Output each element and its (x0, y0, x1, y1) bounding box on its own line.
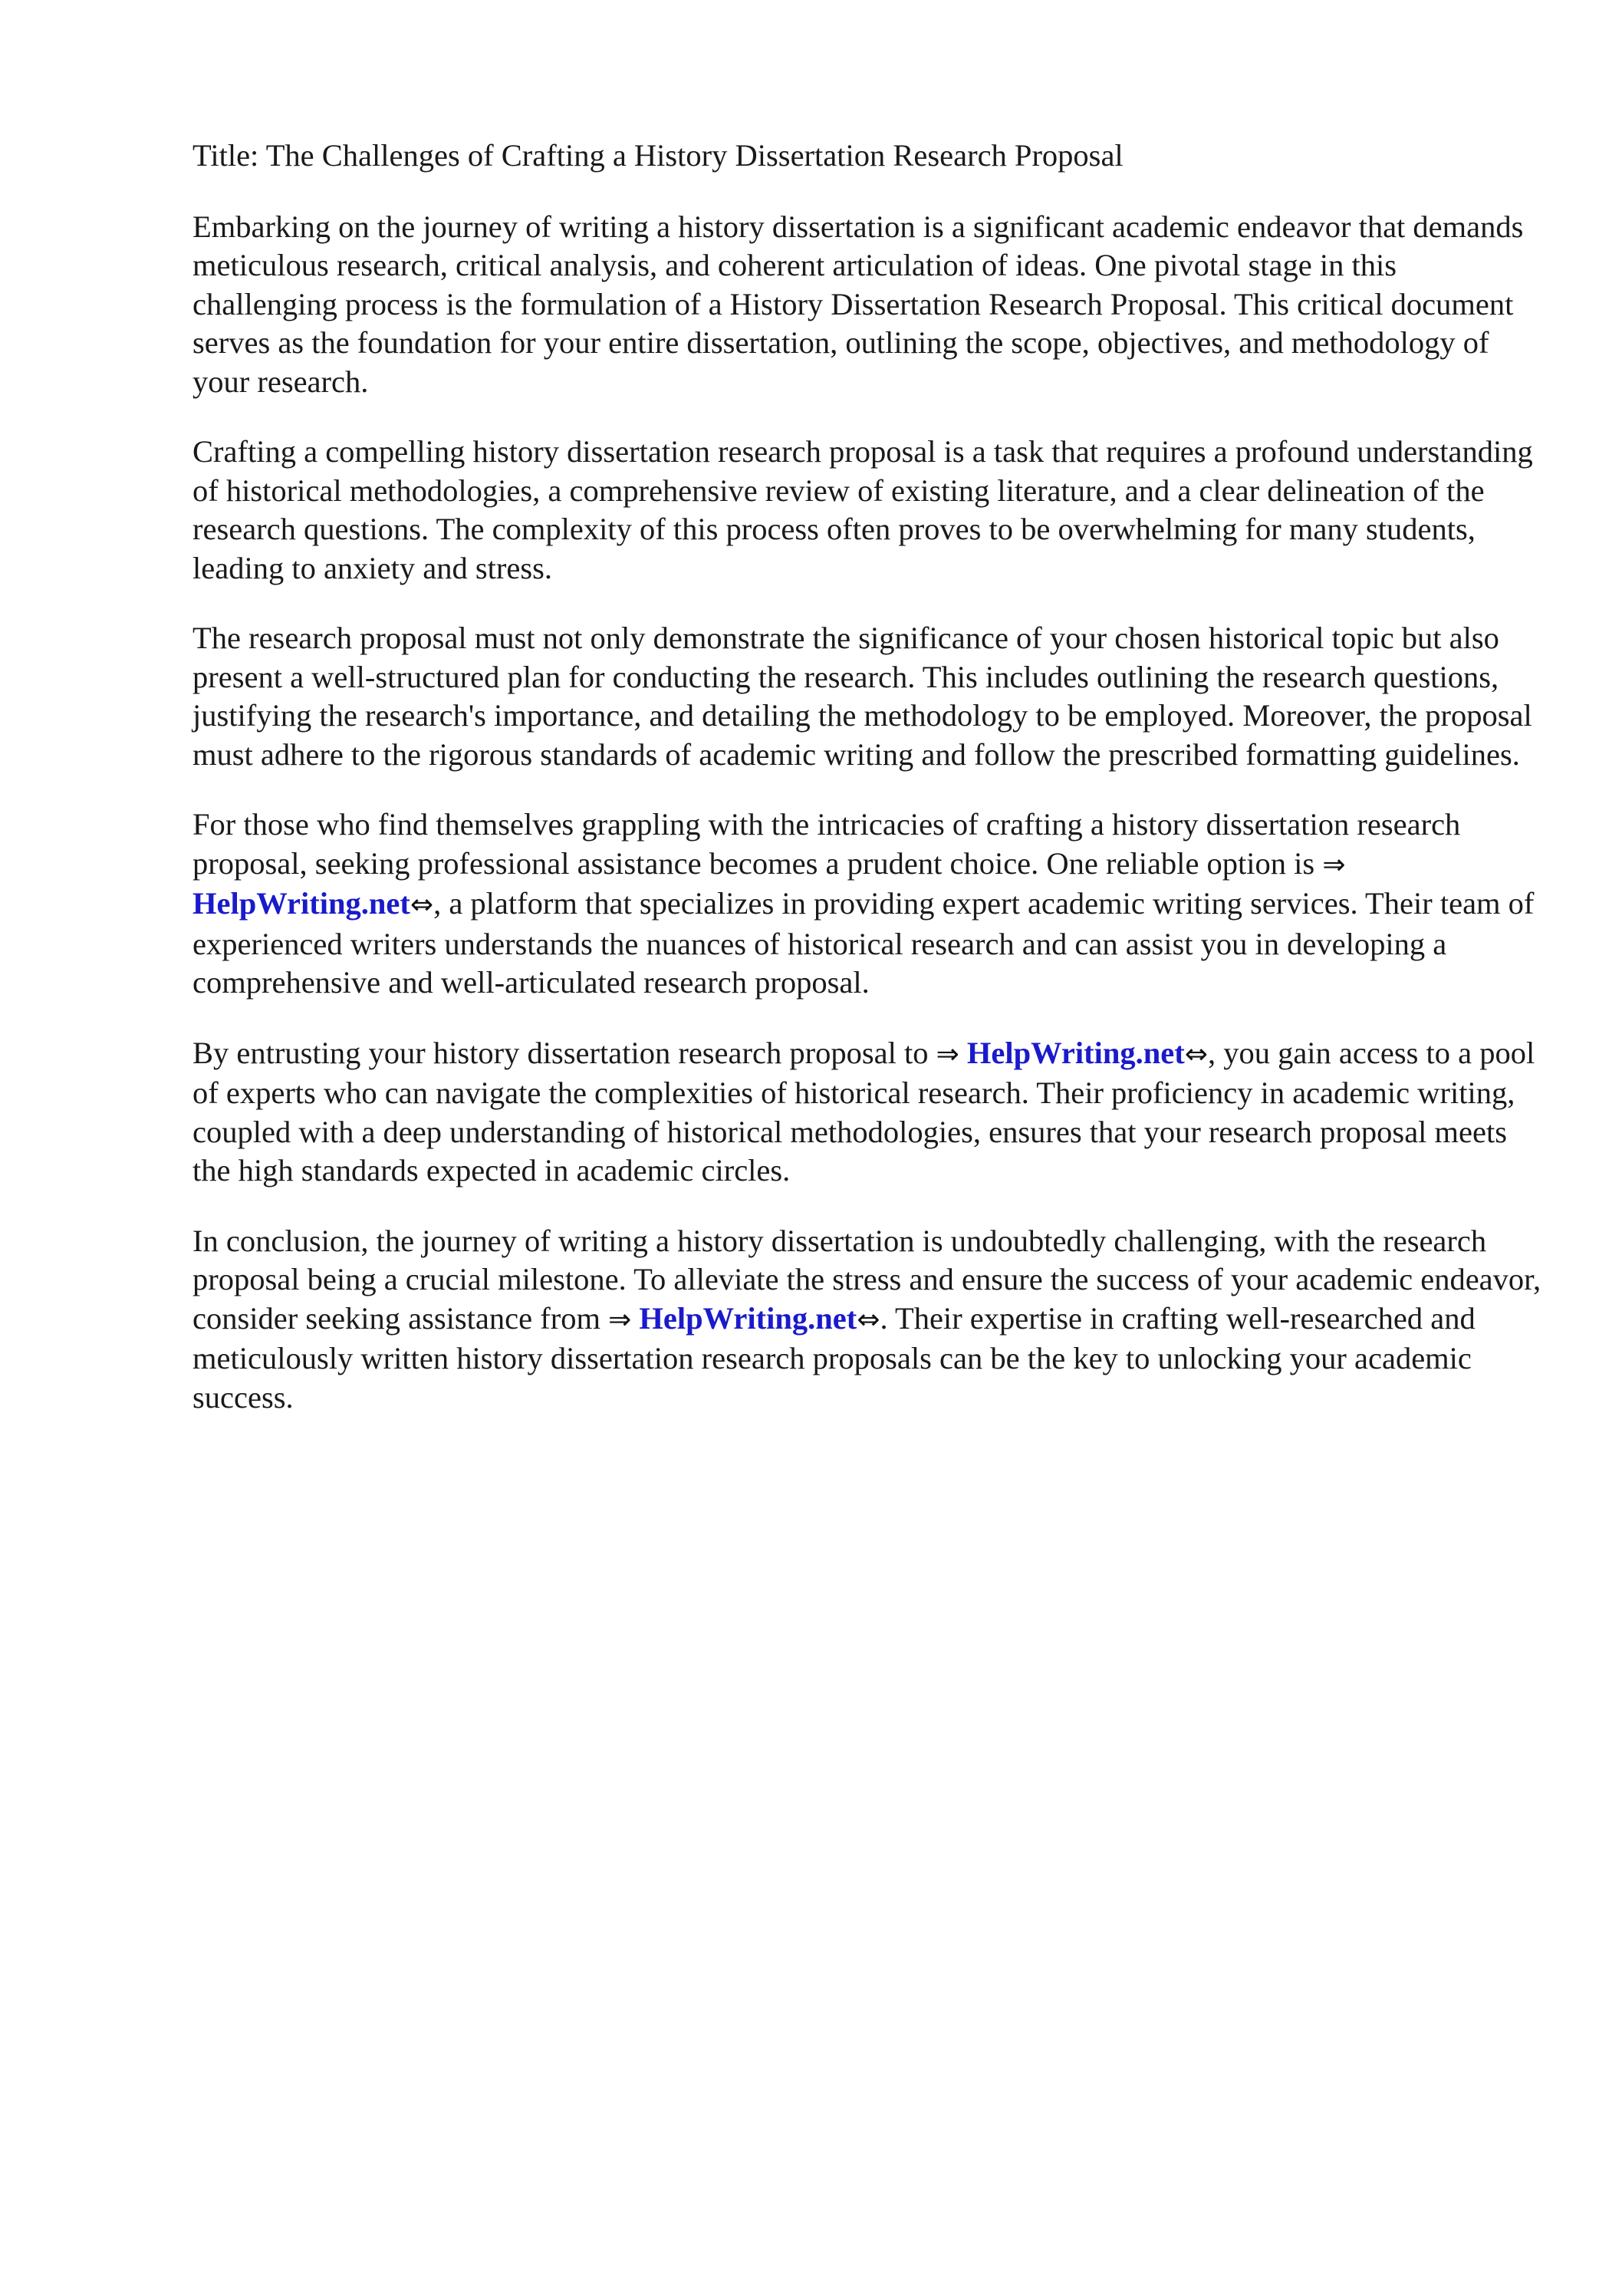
paragraph-5-text-after: , you gain access to a pool of experts who can navigate the complexities of historical research. Their proficiency in academic writing, coupled with a deep understanding of historical methodologies, ensures that your research proposal meets the high standards expected in academic circles. (192, 1035, 1535, 1188)
helpwriting-link[interactable]: HelpWriting.net (639, 1300, 857, 1336)
paragraph-4 (192, 805, 1542, 1003)
paragraph-4-text-before: For those who find themselves grappling with the intricacies of crafting a history dissertation research proposal, seeking professional assistance becomes a prudent choice. One reliable option is (192, 807, 1461, 881)
paragraph-1: Embarking on the journey of writing a history dissertation is a significant academic endeavor that demands meticulous research, critical analysis, and coherent articulation of ideas. One pivotal stage in this challenging process is the formulation of a History Dissertation Research Proposal. This critical document serves as the foundation for your entire dissertation, outlining the scope, objectives, and methodology of your research. (192, 209, 1524, 399)
document-title: Title: The Challenges of Crafting a History Dissertation Research Proposal (192, 138, 1124, 173)
helpwriting-link[interactable]: HelpWriting.net (966, 1035, 1185, 1070)
paragraph-5 (192, 1034, 1542, 1191)
paragraph-2: Crafting a compelling history dissertation research proposal is a task that requires a profound understanding of historical methodologies, a comprehensive review of existing literature, and a clear delineation of the research questions. The complexity of this process often proves to be overwhelming for many students, leading to anxiety and stress. (192, 434, 1533, 585)
paragraph-6-text-before: In conclusion, the journey of writing a history dissertation is undoubtedly challenging, with the research proposal being a crucial milestone. To alleviate the stress and ensure the success of your academic endeavor, consider seeking assistance from (192, 1223, 1541, 1336)
right-double-arrow-icon: ⇒ (936, 1038, 959, 1070)
right-double-arrow-icon: ⇒ (1322, 848, 1346, 881)
paragraph-6-text-after: . Their expertise in crafting well-researched and meticulously written history dissertation research proposals can be the key to unlocking your academic success. (192, 1300, 1476, 1415)
left-right-double-arrow-icon: ⇔ (1184, 1038, 1208, 1070)
paragraph-4-text-after: , a platform that specializes in providing expert academic writing services. Their team of experienced writers understands the nuances of historical research and can assist you in developing a comprehensive and well-articulated research proposal. (192, 886, 1535, 1000)
right-double-arrow-icon: ⇒ (608, 1303, 632, 1336)
paragraph-6 (192, 1222, 1542, 1418)
left-right-double-arrow-icon: ⇔ (410, 889, 434, 921)
paragraph-5-text-before: By entrusting your history dissertation research proposal to (192, 1035, 936, 1070)
paragraph-3: The research proposal must not only demonstrate the significance of your chosen historical topic but also present a well-structured plan for conducting the research. This includes outlining the research questions, justifying the research's importance, and detailing the methodology to be employed. Moreover, the proposal must adhere to the rigorous standards of academic writing and follow the prescribed formatting guidelines. (192, 621, 1532, 772)
left-right-double-arrow-icon: ⇔ (857, 1303, 880, 1336)
document-body (192, 137, 1542, 1448)
helpwriting-link[interactable]: HelpWriting.net (192, 886, 410, 921)
